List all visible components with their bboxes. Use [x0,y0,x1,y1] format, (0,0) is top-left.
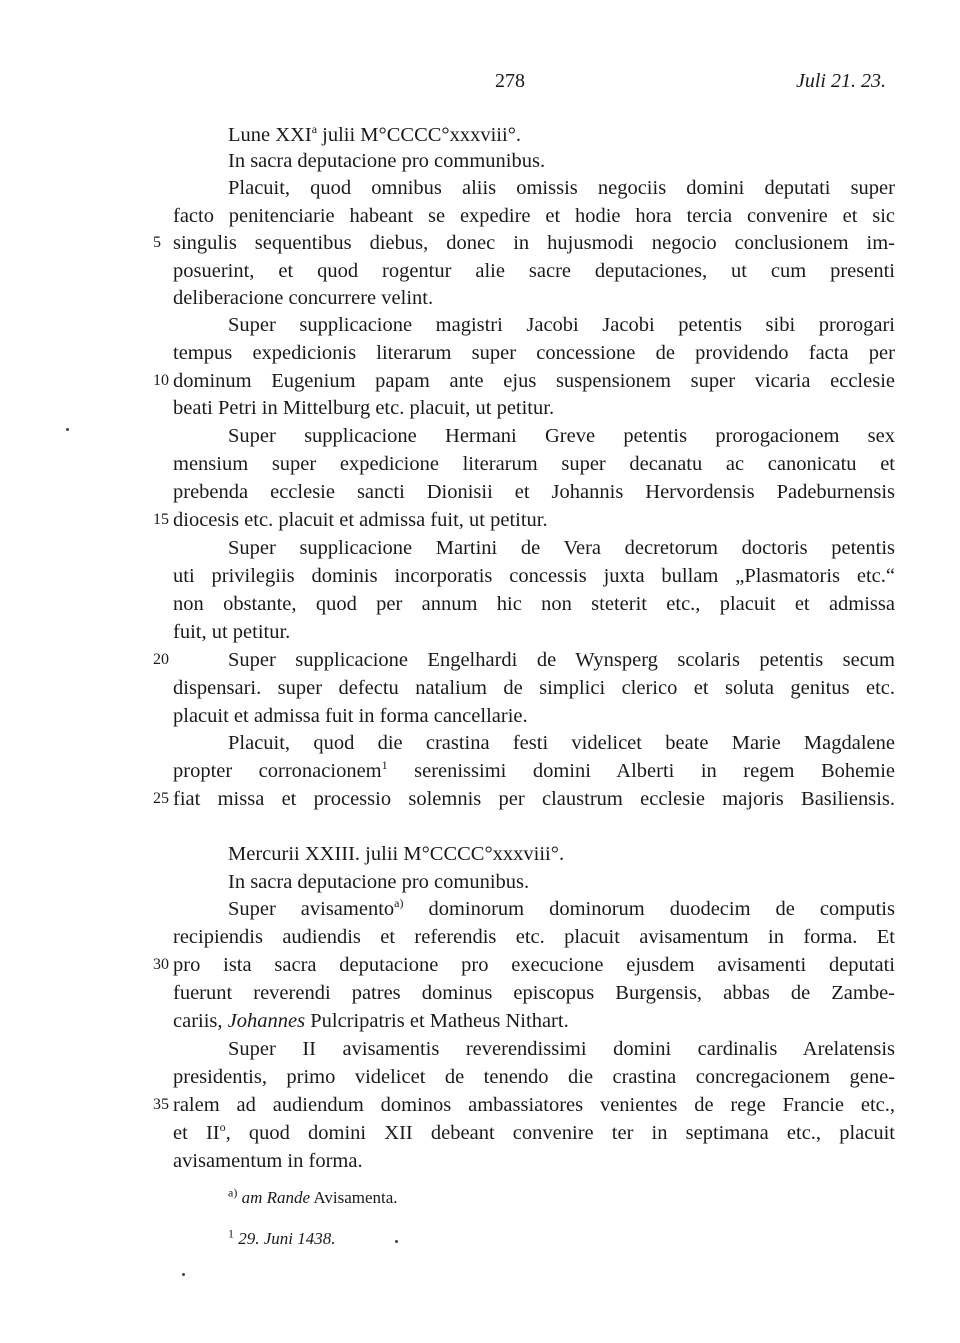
line-number: 10 [153,372,169,389]
scan-speck [182,1273,185,1276]
text-line: fuerunt reverendi patres dominus episcopus Burgensis, abbas de Zambe- [173,982,895,1004]
text-line: tempus expedicionis literarum super concessione de providendo facta per [173,342,895,364]
footnote-1: $^1$ 29. Juni 1438. [228,1226,336,1248]
text-line: Placuit, quod omnibus aliis omissis negociis domini deputati super [228,177,895,199]
text-line: ralem ad audiendum dominos ambassiatores venientes de rege Francie etc., [173,1094,895,1116]
text-line: non obstante, quod per annum hic non steterit etc., placuit et admissa [173,593,895,615]
session-heading-1: Lune XXI$^a$ julii M°CCCC°xxxviii°. [228,122,522,146]
text-line: pro ista sacra deputacione pro execucione ejusdem avisamenti deputati [173,954,895,976]
text-line: fiat missa et processio solemnis per claustrum ecclesie majoris Basiliensis. [173,788,895,810]
scan-speck [395,1240,398,1243]
deputation-heading-2: In sacra deputacione pro comunibus. [228,871,530,893]
text-line: et $II^o$, quod domini XII debeant convenire ter in septimana etc., placuit [173,1120,895,1144]
text-line: Super avisamento$^{a)}$ dominorum dominorum duodecim de computis [228,896,895,920]
text-line: prebenda ecclesie sancti Dionisii et Johannis Hervordensis Padeburnensis [173,481,895,503]
text-line: dominum Eugenium papam ante ejus suspensionem super vicaria ecclesie [173,370,895,392]
text-line: singulis sequentibus diebus, donec in hujusmodi negocio conclusionem im- [173,232,895,254]
text-line: cariis, Johannes Pulcripatris et Matheus Nithart. [173,1010,569,1032]
line-number: 20 [153,651,169,668]
line-number: 30 [153,956,169,973]
text-line: Super supplicacione Engelhardi de Wynsperg scolaris petentis secum [228,649,895,671]
session-heading-2: Mercurii XXIII. julii M°CCCC°xxxviii°. [228,843,565,865]
text-line: mensium super expedicione literarum super decanatu ac canonicatu et [173,453,895,475]
text-line: Super II avisamentis reverendissimi domini cardinalis Arelatensis [228,1038,895,1060]
text-line: recipiendis audiendis et referendis etc. placuit avisamentum in forma. Et [173,926,895,948]
text-line: avisamentum in forma. [173,1150,363,1172]
text-line: presidentis, primo videlicet de tenendo die crastina concregacionem gene- [173,1066,895,1088]
line-number: 15 [153,511,169,528]
text-line: uti privilegiis dominis incorporatis concessis juxta bullam „Plasmatoris etc.“ [173,565,895,587]
text-line: fuit, ut petitur. [173,621,291,643]
deputation-heading-1: In sacra deputacione pro communibus. [228,150,546,172]
header-date: Juli 21. 23. [796,70,886,92]
text-line: facto penitenciarie habeant se expedire et hodie hora tercia convenire et sic [173,205,895,227]
scan-speck [66,428,69,431]
text-line: Placuit, quod die crastina festi videlicet beate Marie Magdalene [228,732,895,754]
footnote-a: $^{a)}$ am Rande Avisamenta. [228,1185,398,1207]
text-line: diocesis etc. placuit et admissa fuit, ut petitur. [173,509,548,531]
text-line: Super supplicacione Hermani Greve petentis prorogacionem sex [228,425,895,447]
page-number: 278 [495,70,525,92]
text-line: posuerint, et quod rogentur alie sacre deputaciones, ut cum presenti [173,260,895,282]
text-line: deliberacione concurrere velint. [173,287,434,309]
line-number: 35 [153,1096,169,1113]
text-line: Super supplicacione Martini de Vera decretorum doctoris petentis [228,537,895,559]
text-line: propter corronacionem$^1$ serenissimi domini Alberti in regem Bohemie [173,758,895,782]
text-line: beati Petri in Mittelburg etc. placuit, ut petitur. [173,397,555,419]
text-line: Super supplicacione magistri Jacobi Jacobi petentis sibi prorogari [228,314,895,336]
line-number: 25 [153,790,169,807]
text-line: dispensari. super defectu natalium de simplici clerico et soluta genitus etc. [173,677,895,699]
text-line: placuit et admissa fuit in forma cancellarie. [173,705,528,727]
line-number: 5 [153,234,161,251]
